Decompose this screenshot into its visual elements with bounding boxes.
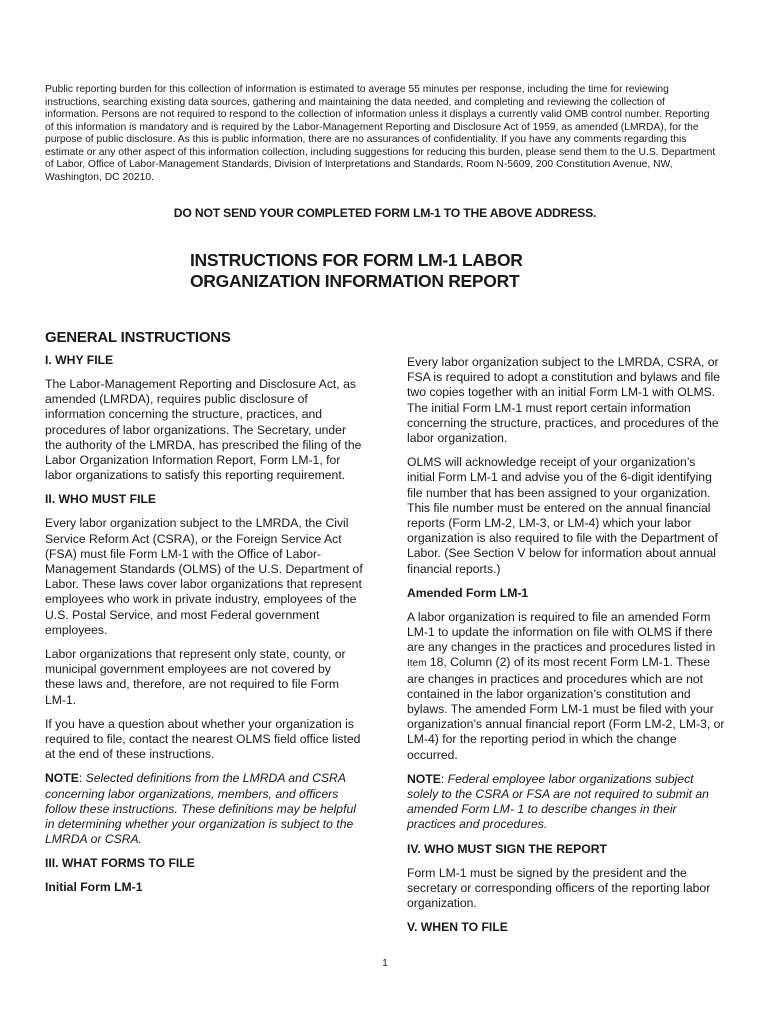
why-file-heading: I. WHY FILE	[45, 353, 114, 367]
amended-form-paragraph	[407, 610, 725, 763]
burden-text: Public reporting burden for this collection of information is estimated to average 55 minutes per response, including the time for reviewing instructions, searching existing data sources, gathering and maintaining the data needed, and completing and reviewing the collection of information. Persons are not required to respond to the collection of information unless it displays a currently valid OMB control number. Reporting of this information is mandatory and is required by the Labor-Management Reporting and Disclosure Act of 1959, as amended (LMRDA), for the purpose of public disclosure. As this is public information, there are no assurances of confidentiality. If you have any comments regarding this estimate or any other aspect of this information collection, including suggestions for reducing this burden, please send them to the U.S. Department of Labor, Office of Labor-Management Standards, Division of Interpretations and Standards, Room N-5609, 200 Constitution Avenue, NW, Washington, DC 20210.	[45, 84, 716, 183]
who-must-file-heading: II. WHO MUST FILE	[45, 492, 157, 507]
definitions-note	[45, 771, 363, 847]
amended-form-heading: Amended Form LM-1	[407, 585, 529, 600]
note-colon: :	[78, 771, 86, 786]
who-must-sign-text: Form LM-1 must be signed by the president and the secretary or corresponding officers of the reporting labor organization.	[407, 865, 711, 911]
amended-item-word: Item	[407, 658, 427, 670]
when-to-file-heading: V. WHEN TO FILE	[407, 920, 508, 935]
right-column	[407, 355, 725, 944]
amended-text-b: 18, Column (2) of its most recent Form LM-1. These are changes in practices and procedures which are not contained in the labor organization’s constitution and bylaws. The amended Form LM-1 must be filed with your organization’s annual financial report (Form LM-2, LM-3, or LM-4) for the reporting period in which the change occurred.	[407, 655, 725, 762]
title-line-2: ORGANIZATION INFORMATION REPORT	[190, 271, 520, 291]
initial-form-heading: Initial Form LM-1	[45, 880, 143, 895]
general-instructions-heading: GENERAL INSTRUCTIONS	[45, 329, 231, 346]
note-colon: :	[440, 771, 448, 786]
left-column	[45, 353, 363, 904]
what-forms-heading: III. WHAT FORMS TO FILE	[45, 856, 195, 871]
initial-form-paragraph-2: OLMS will acknowledge receipt of your organization’s initial Form LM-1 and advise you of the 6-digit identifying file number that has been assigned to your organization. This file number must be entered on the annual financial reports (Form LM-2, LM-3, or LM-4) which your labor organization is also required to file with the Department of Labor. (See Section V below for information about annual financial reports.)	[407, 455, 718, 576]
initial-form-paragraph-1: Every labor organization subject to the LMRDA, CSRA, or FSA is required to adopt a constitution and bylaws and file two copies together with an initial Form LM-1 with OLMS. The initial Form LM-1 must report certain information concerning the structure, practices, and procedures of the labor organization.	[407, 355, 721, 446]
page-number: 1	[382, 958, 388, 969]
who-must-file-paragraph-1: Every labor organization subject to the LMRDA, the Civil Service Reform Act (CSRA), or the Foreign Service Act (FSA) must file Form LM-1 with the Office of Labor-Management Standards (OLMS) of the U.S. Department of Labor. These laws cover labor organizations that represent employees who work in private industry, employees of the U.S. Postal Service, and most Federal government employees.	[45, 516, 363, 637]
note-text: Federal employee labor organizations subject solely to the CSRA or FSA are not required to submit an amended Form LM- 1 to describe changes in their practices and procedures.	[407, 771, 709, 832]
note-text: Selected definitions from the LMRDA and CSRA concerning labor organizations, members, and officers follow these instructions. These definitions may be helpful in determining whether your organization is subject to the LMRDA or CSRA.	[45, 771, 356, 847]
why-file-text: The Labor-Management Reporting and Disclosure Act, as amended (LMRDA), requires public disclosure of information concerning the structure, practices, and procedures of labor organizations. The Secretary, under the authority of the LMRDA, has prescribed the filing of the Labor Organization Information Report, Form LM-1, for labor organizations to satisfy this reporting requirement.	[45, 377, 362, 483]
note-label: NOTE	[45, 771, 79, 786]
do-not-send-warning: DO NOT SEND YOUR COMPLETED FORM LM-1 TO THE ABOVE ADDRESS.	[173, 206, 597, 220]
who-must-sign-heading: IV. WHO MUST SIGN THE REPORT	[407, 841, 607, 856]
note-label: NOTE	[407, 771, 441, 786]
amended-text-a: A labor organization is required to file an amended Form LM-1 to update the information on file with OLMS if there are any changes in the practices and procedures listed in	[407, 609, 716, 655]
who-must-file-paragraph-3: If you have a question about whether your organization is required to file, contact the nearest OLMS field office listed at the end of these instructions.	[45, 716, 361, 762]
title-line-1: INSTRUCTIONS FOR FORM LM-1 LABOR	[190, 250, 523, 270]
document-title	[190, 250, 610, 292]
who-must-file-paragraph-2: Labor organizations that represent only state, county, or municipal government employees are not covered by these laws and, therefore, are not required to file Form LM-1.	[45, 647, 346, 707]
federal-note	[407, 772, 725, 833]
public-burden-statement	[45, 84, 717, 184]
